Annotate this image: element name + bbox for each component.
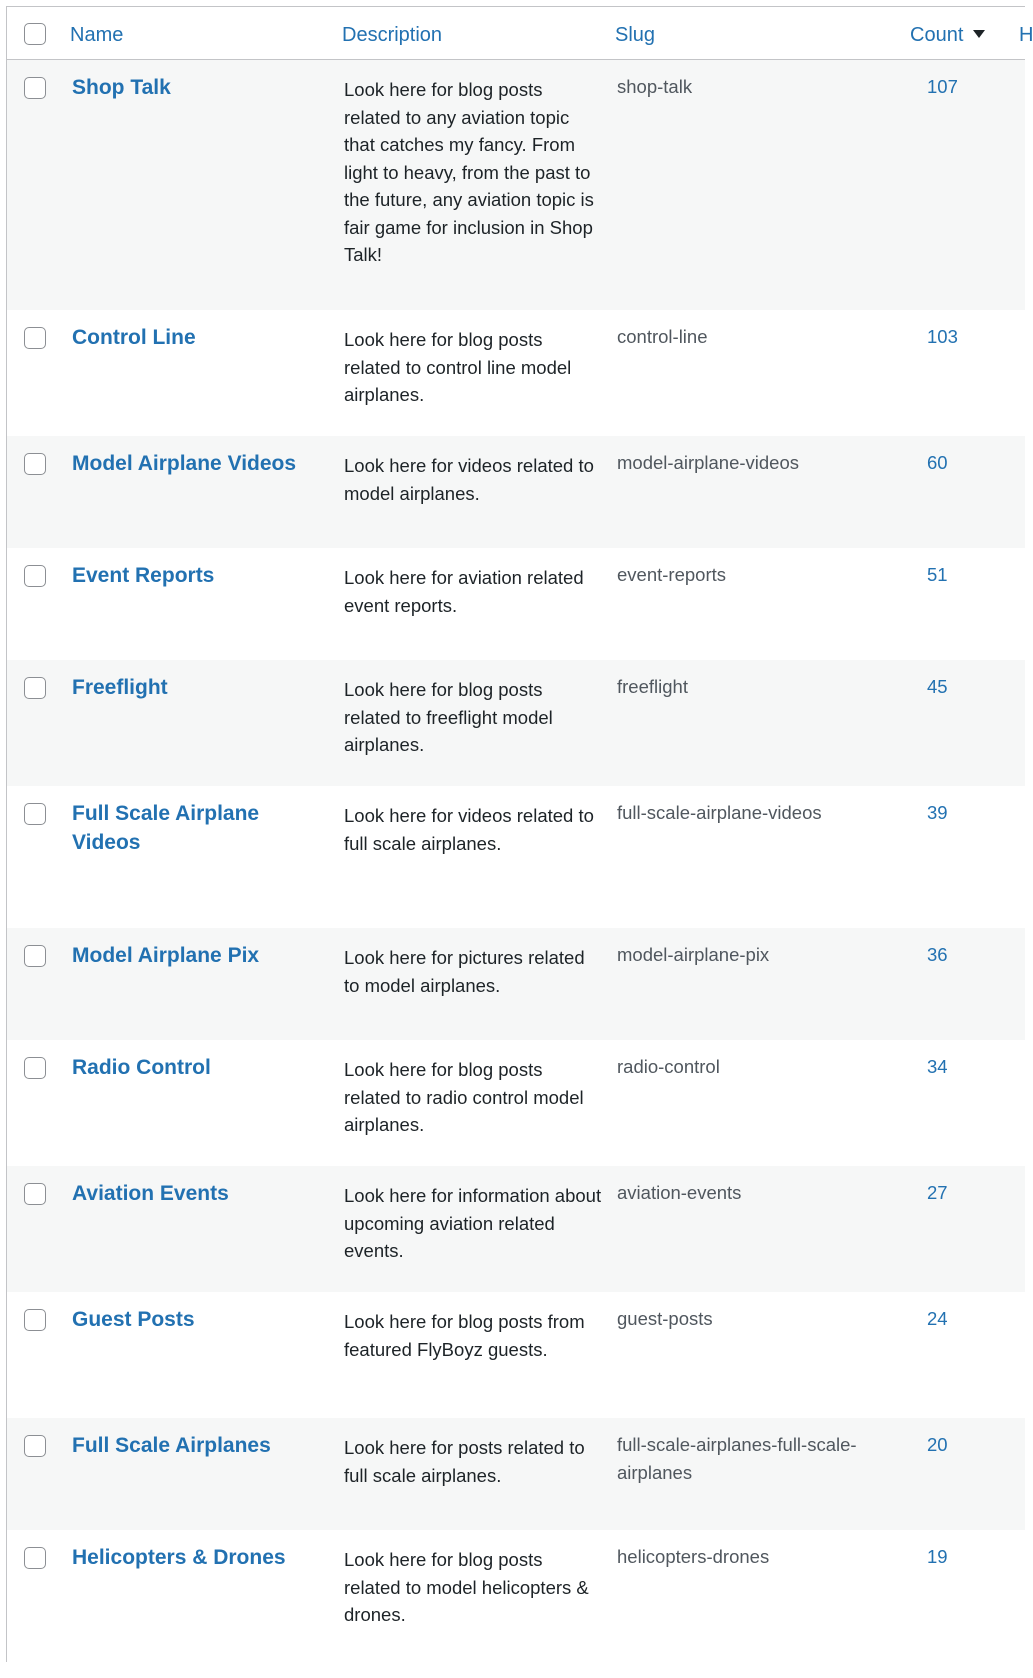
category-slug: shop-talk xyxy=(617,76,693,97)
category-description: Look here for blog posts from featured FlyBoyz guests. xyxy=(344,1311,585,1360)
category-count-link[interactable]: 27 xyxy=(927,1182,948,1203)
category-slug: guest-posts xyxy=(617,1308,713,1329)
category-count-link[interactable]: 51 xyxy=(927,564,948,585)
category-description: Look here for blog posts related to radio control model airplanes. xyxy=(344,1059,584,1135)
category-name-link[interactable]: Model Airplane Pix xyxy=(72,944,260,967)
category-count-link[interactable]: 39 xyxy=(927,802,948,823)
category-slug: aviation-events xyxy=(617,1182,742,1203)
category-name-link[interactable]: Event Reports xyxy=(72,564,215,587)
column-header-count[interactable] xyxy=(910,23,985,47)
row-checkbox[interactable] xyxy=(24,1057,46,1079)
row-checkbox[interactable] xyxy=(24,1547,46,1569)
category-count-link[interactable]: 45 xyxy=(927,676,948,697)
row-checkbox[interactable] xyxy=(24,327,46,349)
table-row xyxy=(7,548,1025,660)
row-checkbox[interactable] xyxy=(24,677,46,699)
category-name-link[interactable]: Control Line xyxy=(72,326,196,349)
category-count-link[interactable]: 36 xyxy=(927,944,948,965)
category-slug: full-scale-airplane-videos xyxy=(617,802,822,823)
category-slug: full-scale-airplanes-full-scale-airplanes xyxy=(617,1434,857,1483)
category-count-link[interactable]: 19 xyxy=(927,1546,948,1567)
category-name-link[interactable]: Helicopters & Drones xyxy=(72,1546,286,1569)
table-row xyxy=(7,1292,1025,1418)
category-description: Look here for blog posts related to freeflight model airplanes. xyxy=(344,679,553,755)
column-header-name[interactable]: Name xyxy=(70,24,124,46)
column-header-slug[interactable]: Slug xyxy=(615,24,656,46)
table-row xyxy=(7,1418,1025,1530)
category-slug: model-airplane-videos xyxy=(617,452,800,473)
column-header-count-label: Count xyxy=(910,24,964,46)
category-count-link[interactable]: 107 xyxy=(927,76,958,97)
category-description: Look here for posts related to full scale airplanes. xyxy=(344,1437,585,1486)
column-header-description[interactable]: Description xyxy=(342,24,443,46)
category-count-link[interactable]: 60 xyxy=(927,452,948,473)
row-checkbox[interactable] xyxy=(24,453,46,475)
row-checkbox[interactable] xyxy=(24,565,46,587)
table-row xyxy=(7,660,1025,786)
row-checkbox[interactable] xyxy=(24,77,46,99)
select-all-checkbox[interactable] xyxy=(24,23,46,45)
categories-table xyxy=(6,6,1033,1662)
category-name-link[interactable]: Model Airplane Videos xyxy=(72,452,297,475)
row-checkbox[interactable] xyxy=(24,1309,46,1331)
category-description: Look here for videos related to full scale airplanes. xyxy=(344,805,594,854)
category-description: Look here for videos related to model airplanes. xyxy=(344,455,594,504)
table-row xyxy=(7,786,1025,928)
category-name-link[interactable]: Radio Control xyxy=(72,1056,211,1079)
category-count-link[interactable]: 20 xyxy=(927,1434,948,1455)
column-header-cutoff[interactable]: H xyxy=(1019,24,1033,46)
row-checkbox[interactable] xyxy=(24,1183,46,1205)
category-slug: control-line xyxy=(617,326,708,347)
category-count-link[interactable]: 103 xyxy=(927,326,958,347)
category-description: Look here for blog posts related to model helicopters & drones. xyxy=(344,1549,589,1625)
category-name-link[interactable]: Full Scale Airplane Videos xyxy=(72,802,260,854)
category-description: Look here for aviation related event reports. xyxy=(344,567,584,616)
category-slug: helicopters-drones xyxy=(617,1546,770,1567)
sort-descending-icon xyxy=(973,30,985,38)
row-checkbox[interactable] xyxy=(24,1435,46,1457)
category-name-link[interactable]: Freeflight xyxy=(72,676,168,699)
table-header xyxy=(7,7,1033,60)
category-slug: freeflight xyxy=(617,676,688,697)
row-checkbox[interactable] xyxy=(24,945,46,967)
category-count-link[interactable]: 24 xyxy=(927,1308,948,1329)
category-description: Look here for blog posts related to control line model airplanes. xyxy=(344,329,572,405)
category-name-link[interactable]: Guest Posts xyxy=(72,1308,195,1331)
category-slug: radio-control xyxy=(617,1056,720,1077)
table-row xyxy=(7,1530,1025,1662)
table-row xyxy=(7,60,1025,310)
category-description: Look here for pictures related to model airplanes. xyxy=(344,947,585,996)
table-row xyxy=(7,1166,1025,1292)
category-slug: event-reports xyxy=(617,564,726,585)
category-name-link[interactable]: Full Scale Airplanes xyxy=(72,1434,271,1457)
table-row xyxy=(7,928,1025,1040)
category-name-link[interactable]: Aviation Events xyxy=(72,1182,229,1205)
table-row xyxy=(7,310,1025,436)
category-description: Look here for information about upcoming aviation related events. xyxy=(344,1185,602,1261)
table-row xyxy=(7,436,1025,548)
category-name-link[interactable]: Shop Talk xyxy=(72,76,171,99)
category-slug: model-airplane-pix xyxy=(617,944,770,965)
table-row xyxy=(7,1040,1025,1166)
category-description: Look here for blog posts related to any aviation topic that catches my fancy. From light to heavy, from the past to the future, any aviation topic is fair game for inclusion in Shop Talk! xyxy=(344,79,594,265)
category-count-link[interactable]: 34 xyxy=(927,1056,948,1077)
row-checkbox[interactable] xyxy=(24,803,46,825)
